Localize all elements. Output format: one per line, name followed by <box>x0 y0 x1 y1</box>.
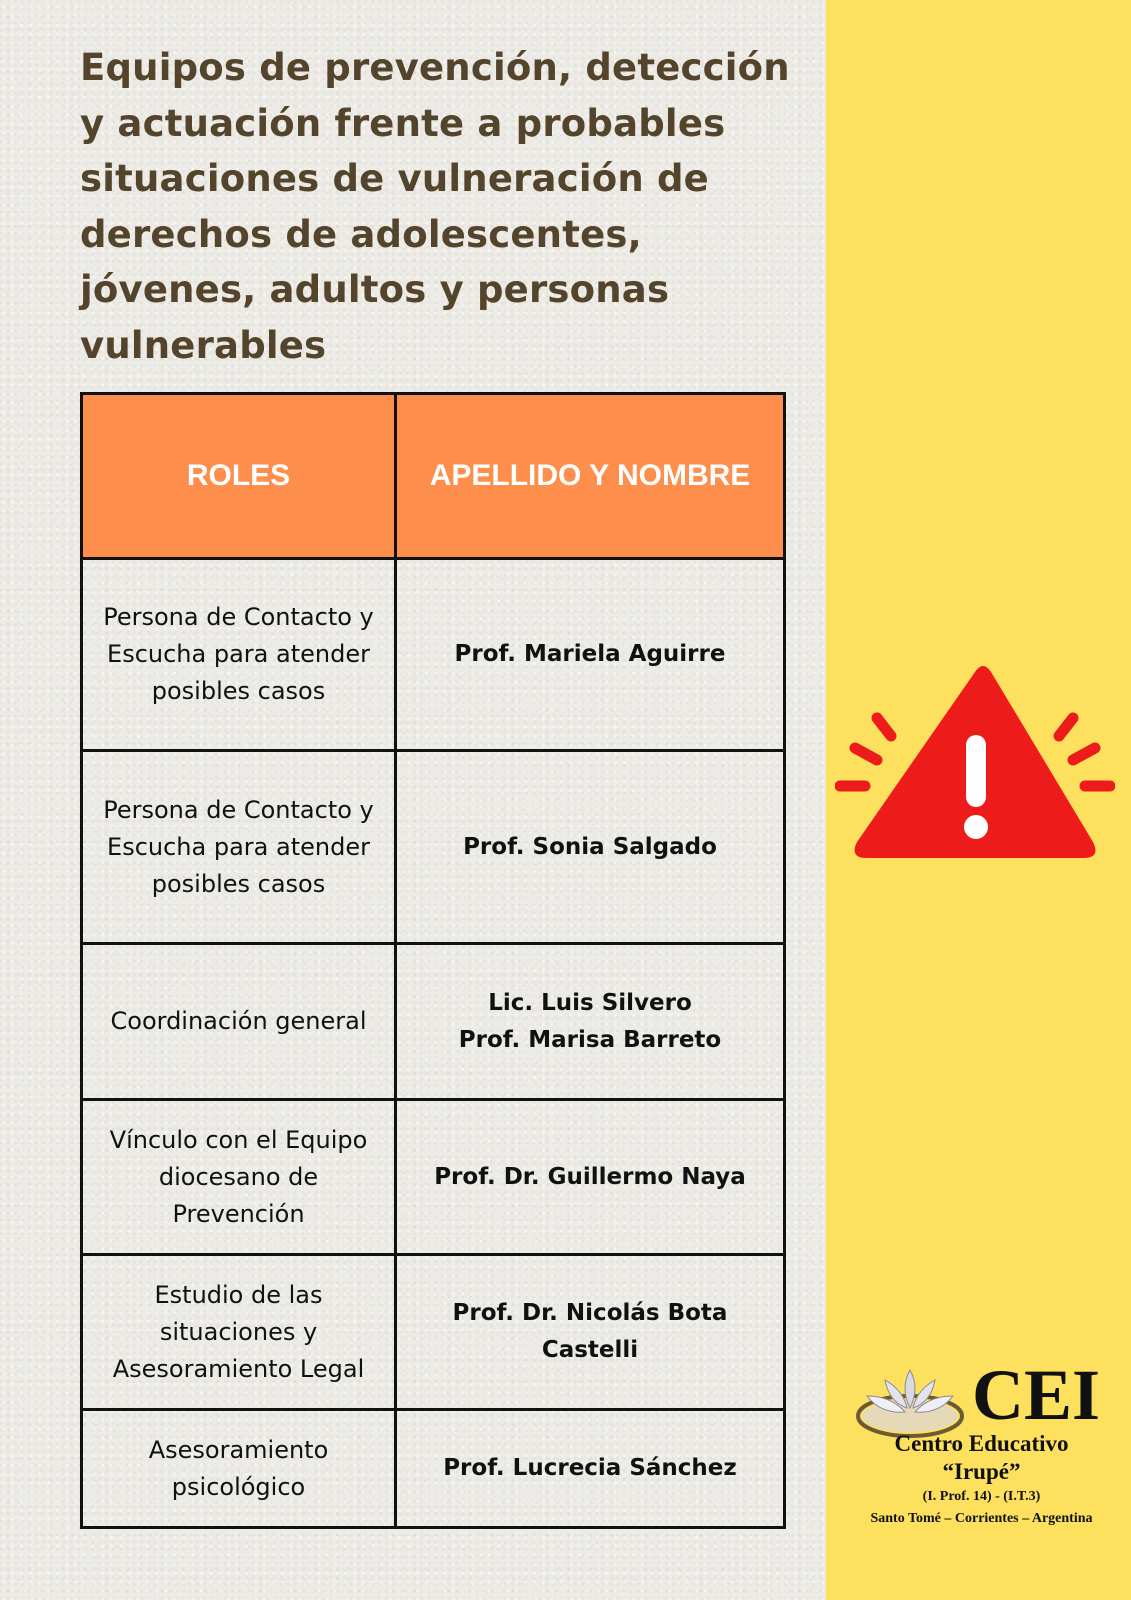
table-row <box>82 751 785 944</box>
role-cell: Asesoramiento psicológico <box>82 1410 396 1528</box>
logo-text <box>855 1430 1108 1530</box>
name-cell: Prof. Dr. Nicolás Bota Castelli <box>396 1255 785 1410</box>
name-cell: Lic. Luis Silvero Prof. Marisa Barreto <box>396 944 785 1100</box>
role-cell: Estudio de las situaciones y Asesoramiento Legal <box>82 1255 396 1410</box>
table-row <box>82 944 785 1100</box>
role-cell: Coordinación general <box>82 944 396 1100</box>
header-apellido-nombre: APELLIDO Y NOMBRE <box>396 394 785 559</box>
name-cell: Prof. Sonia Salgado <box>396 751 785 944</box>
name-cell: Prof. Lucrecia Sánchez <box>396 1410 785 1528</box>
logo-cei: CEI <box>972 1355 1101 1435</box>
roles-table <box>80 392 786 1529</box>
role-cell: Persona de Contacto y Escucha para atender posibles casos <box>82 751 396 944</box>
logo-school-name: Centro Educativo “Irupé” <box>894 1431 1069 1484</box>
logo-codes: (I. Prof. 14) - (I.T.3) <box>922 1489 1041 1504</box>
table-row <box>82 1100 785 1255</box>
table-row <box>82 1255 785 1410</box>
name-cell: Prof. Dr. Guillermo Naya <box>396 1100 785 1255</box>
warning-triangle-icon <box>835 660 1115 885</box>
page-title: Equipos de prevención, detección y actuación frente a probables situaciones de vulneración de derechos de adolescentes, jóvenes, adultos y personas vulnerables <box>80 46 790 367</box>
table-row <box>82 1410 785 1528</box>
header-roles: ROLES <box>82 394 396 559</box>
table-header-row <box>82 394 785 559</box>
logo-location: Santo Tomé – Corrientes – Argentina <box>870 1511 1093 1526</box>
role-cell: Vínculo con el Equipo diocesano de Prevención <box>82 1100 396 1255</box>
table-row <box>82 559 785 751</box>
role-cell: Persona de Contacto y Escucha para atender posibles casos <box>82 559 396 751</box>
name-cell: Prof. Mariela Aguirre <box>396 559 785 751</box>
